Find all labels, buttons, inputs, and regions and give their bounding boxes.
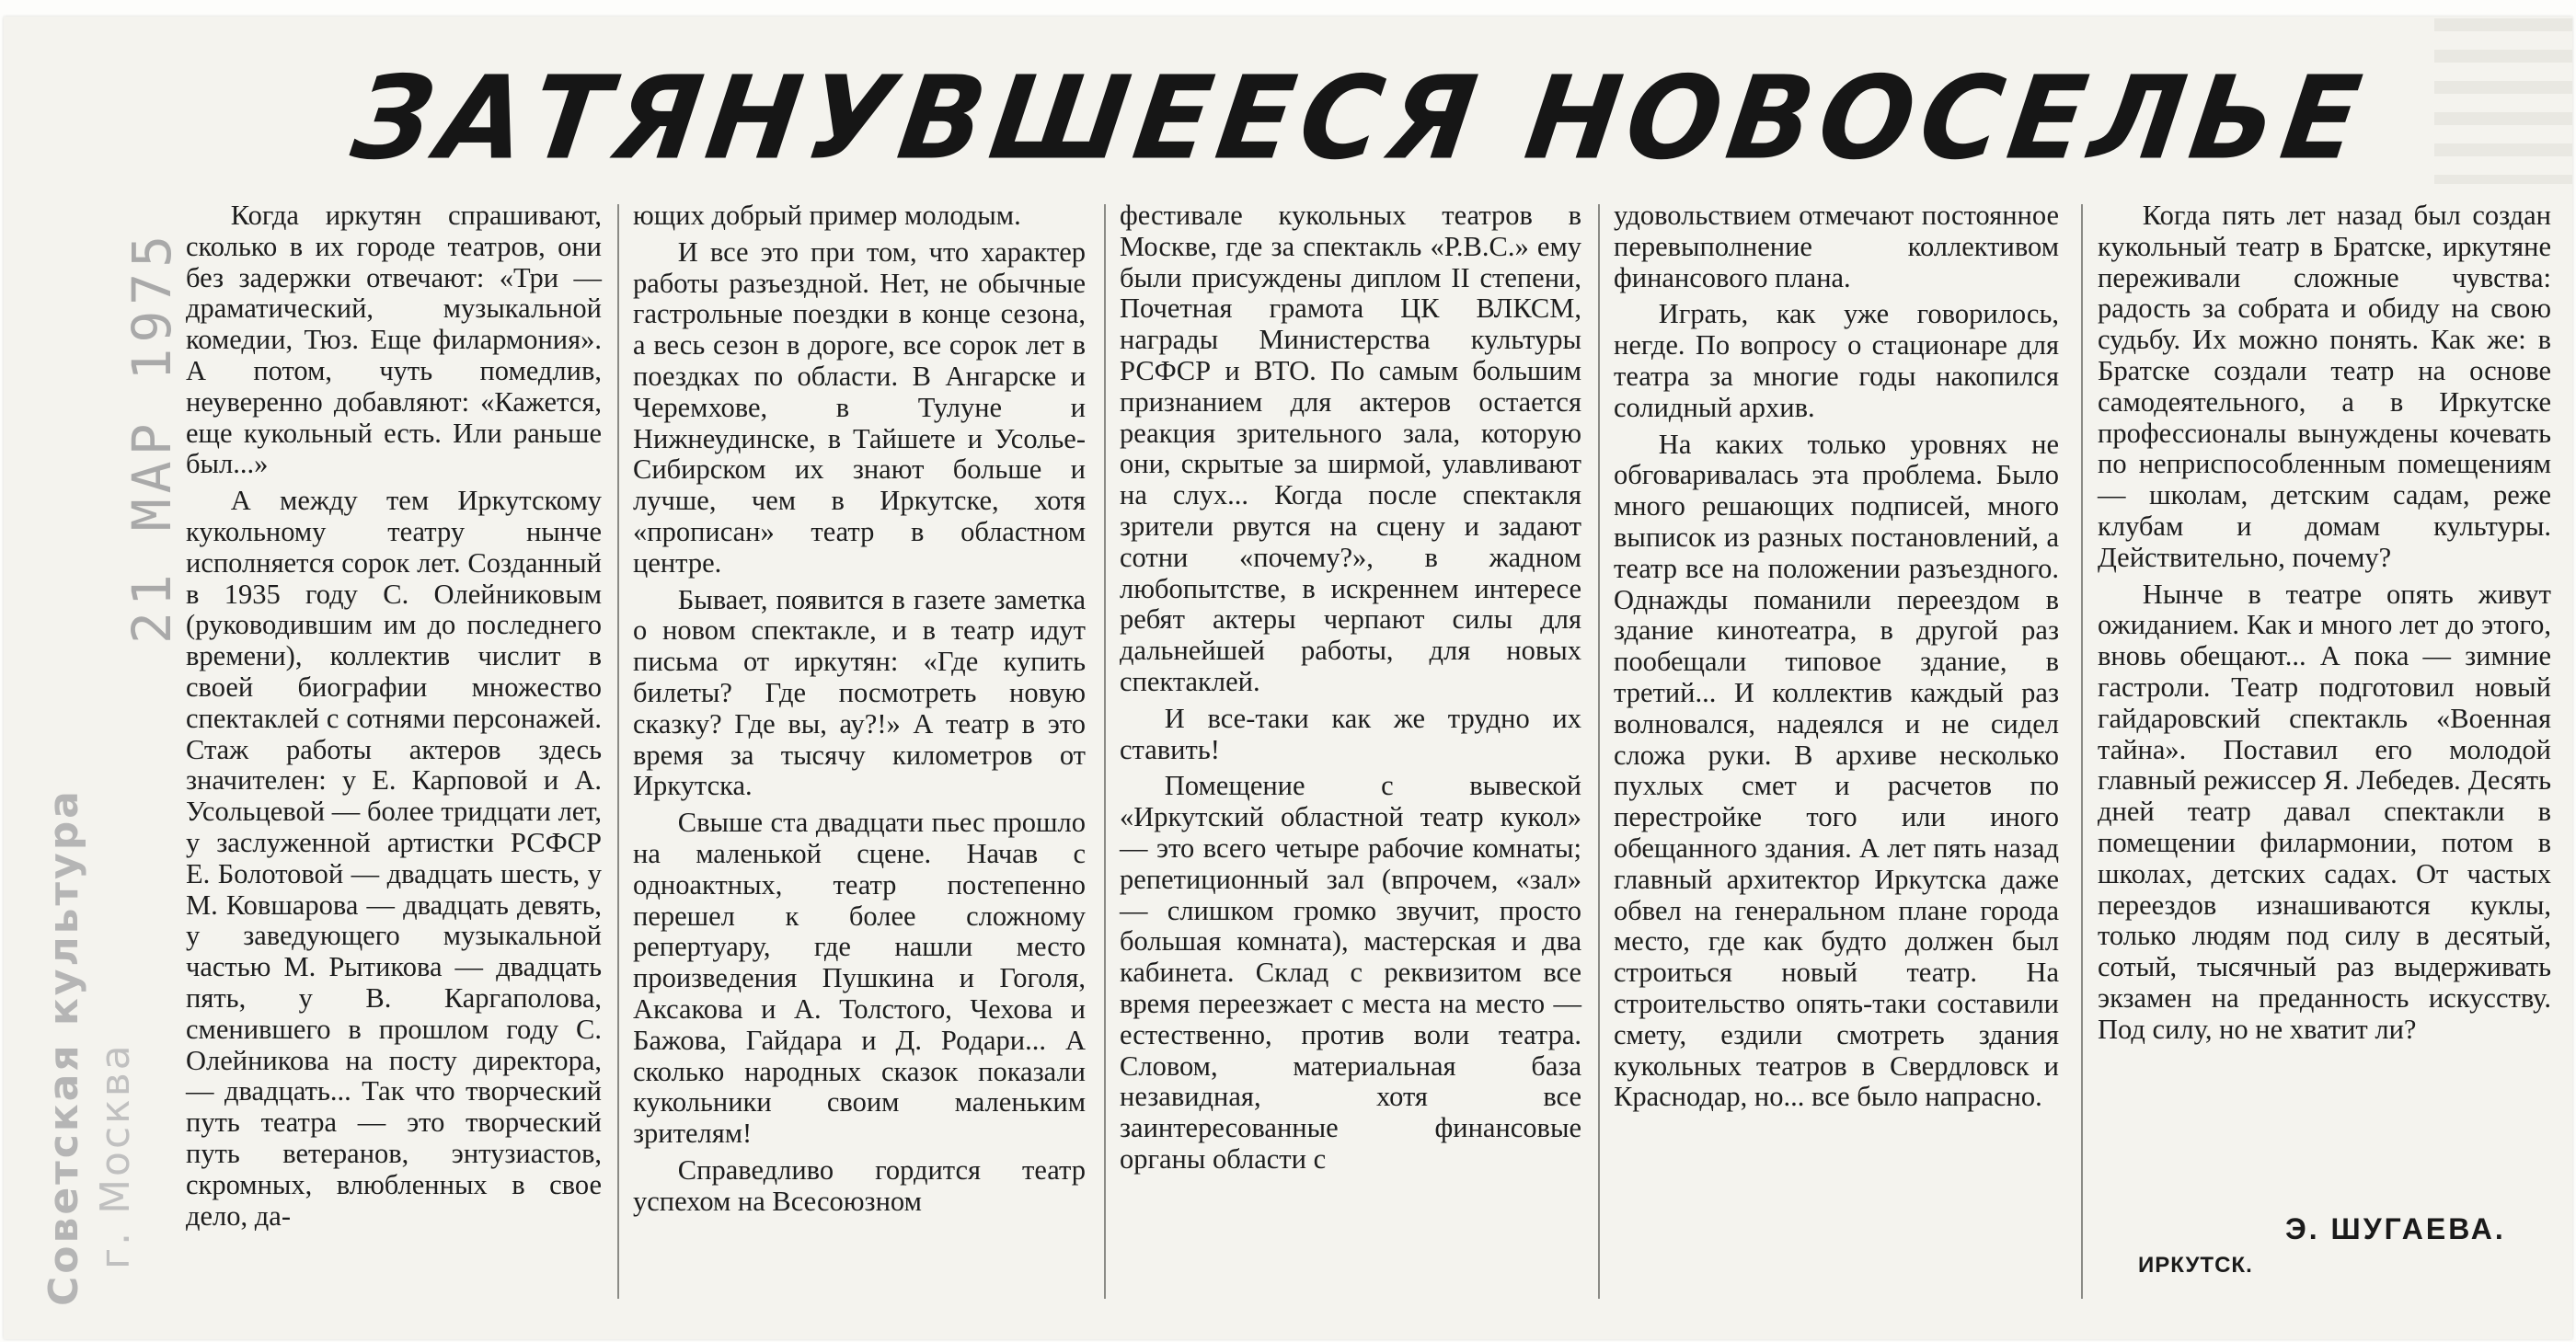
paragraph-continued: фестивале кукольных театров в Москве, где за спектакль «Р.В.С.» ему были присуждены диплом II степени, Почетная грамота ЦК ВЛКСМ, награды Министерства культуры РСФСР и ВТО. По самым большим признанием для актеров остается реакция зрительного зала, которую они, скрытые за ширмой, улавливают на слух... Когда после спектакля зрители рвутся на сцену и задают сотни «почему?», в жадном любопытстве, в искреннем интересе ребят актеры черпают силы для дальнейшей работы, для новых спектаклей. xyxy=(1120,200,1581,697)
source-stamp xyxy=(39,736,149,1306)
column-rule xyxy=(1598,204,1600,1299)
paragraph: А между тем Иркутскому кукольному театру нынче исполняется сорок лет. Созданный в 1935 году С. Олейниковым (руководившим им до последнего времени), коллектив числит в своей биографии множество спектаклей с сотнями персонажей. Стаж работы актеров здесь значителен: у Е. Карповой и А. Усольцевой — более тридцати лет, у заслуженной артистки РСФСР Е. Болотовой — двадцать шесть, у М. Ковшарова — двадцать девять, у заведующего музыкальной частью М. Рытикова — двадцать пять, у В. Каргаполова, сменившего в прошлом году С. Олейникова на посту директора,— двадцать... Так что творческий путь театра — это творческий путь ветеранов, энтузиастов, скромных, влюбленных в свое дело, да- xyxy=(186,485,602,1232)
paragraph: Помещение с вывеской «Иркутский областной театр кукол» — это всего четыре рабочие комнаты; репетиционный зал (впрочем, «зал» — слишком громко звучит, просто большая комната), мастерская и два кабинета. Склад с реквизитом все время переезжает с места на место — естественно, против воли театра. Словом, материальная база незавидная, хотя все заинтересованные финансовые органы области с xyxy=(1120,770,1581,1175)
column-rule xyxy=(1104,204,1106,1299)
article-column-5 xyxy=(2098,201,2551,1046)
article-column-3 xyxy=(1120,201,1581,1176)
column-rule xyxy=(2081,204,2083,1299)
paragraph: Когда иркутян спрашивают, сколько в их городе театров, они без задержки отвечают: «Три — драматический, музыкальной комедии, Тюз. Еще филармония». А потом, чуть помедлив, неуверенно добавляют: «Кажется, еще кукольный есть. Или раньше был...» xyxy=(186,200,602,480)
column-rule xyxy=(617,204,619,1299)
article-headline: ЗАТЯНУВШЕЕСЯ НОВОСЕЛЬЕ xyxy=(344,52,2375,186)
article-column-2 xyxy=(633,201,1086,1218)
paragraph: Нынче в театре опять живут ожиданием. Как и много лет до этого, вновь обещают... А пока — зимние гастроли. Театр подготовил новый гайдаровский спектакль «Военная тайна». Поставил его молодой главный режиссер Я. Лебедев. Десять дней театр давал спектакли в помещении филармонии, потом в школах, детских садах. От частых переездов изнашиваются куклы, только людям под силу в десятый, сотый, тысячный раз выдерживать экзамен на преданность искусству. Под силу, но не хватит ли? xyxy=(2098,578,2551,1045)
paragraph-continued: удовольствием отмечают постоянное перевыполнение коллективом финансового плана. xyxy=(1614,200,2059,293)
paragraph: Справедливо гордится театр успехом на Всесоюзном xyxy=(633,1153,1086,1217)
paragraph: И все-таки как же трудно их ставить! xyxy=(1120,702,1581,765)
paragraph: На каких только уровнях не обговаривалась эта проблема. Было много решающих подписей, много выписок из разных постановлений, а театр все на положении разъездного. Однажды поманили переездом в здание кинотеатра, в другой раз пообещали типовое здание, в третий... И коллектив каждый раз волновался, надеялся и не сидел сложа руки. В архиве несколько пухлых смет и расчетов по перестройке того или иного обещанного здания. А лет пять назад главный архитектор Иркутска даже обвел на генеральном плане города место, где как будто должен был строиться новый театр. На строительство опять-таки составили смету, ездили смотреть здания кукольных театров в Свердловск и Краснодар, но... все было напрасно. xyxy=(1614,428,2059,1113)
paragraph: Играть, как уже говорилось, негде. По вопросу о стационаре для театра за многие годы накопился солидный архив. xyxy=(1614,298,2059,423)
paragraph: Свыше ста двадцати пьес прошло на маленькой сцене. Начав с одноактных, театр постепенно перешел к более сложному репертуару, где нашли место произведения Пушкина и Гоголя, Аксакова и А. Толстого, Чехова и Бажова, Гайдара и Д. Родари... А сколько народных сказок показали кукольники своим маленьким зрителям! xyxy=(633,807,1086,1150)
paragraph: Когда пять лет назад был создан кукольный театр в Братске, иркутяне переживали сложные чувства: радость за собрата и обиду на свою судьбу. Их можно понять. Как же: в Братске создали театр на основе самодеятельного, а в Иркутске профессионалы вынуждены кочевать по неприспособленным помещениям — школам, детским садам, реже клубам и домам культуры. Действительно, почему? xyxy=(2098,200,2551,573)
paragraph-continued: ющих добрый пример молодым. xyxy=(633,200,1021,231)
article-dateline: ИРКУТСК. xyxy=(2138,1253,2253,1278)
date-stamp: 21 МАР 1975 xyxy=(121,229,183,644)
source-name: Советская культура xyxy=(40,788,87,1306)
author-signature: Э. ШУГАЕВА. xyxy=(2285,1212,2506,1245)
adjacent-article-fragment xyxy=(2434,18,2572,184)
source-city: г. Москва xyxy=(92,1042,139,1269)
paragraph: И все это при том, что характер работы разъездной. Нет, не обычные гастрольные поездки в конце сезона, а весь сезон в дороге, все сорок лет в поездках по области. В Ангарске и Черемхове, в Тулуне и Нижнеудинске, в Тайшете и Усолье-Сибирском их знают больше и лучше, чем в Иркутске, хотя «прописан» театр в областном центре. xyxy=(633,235,1086,579)
paragraph: Бывает, появится в газете заметка о новом спектакле, и в театр идут письма от иркутян: «Где купить билеты? Где посмотреть новую сказку? Где вы, ау?!» А театр в это время за тысячу километров от Иркутска. xyxy=(633,583,1086,802)
article-column-4 xyxy=(1614,201,2059,1113)
article-column-1 xyxy=(186,201,602,1232)
